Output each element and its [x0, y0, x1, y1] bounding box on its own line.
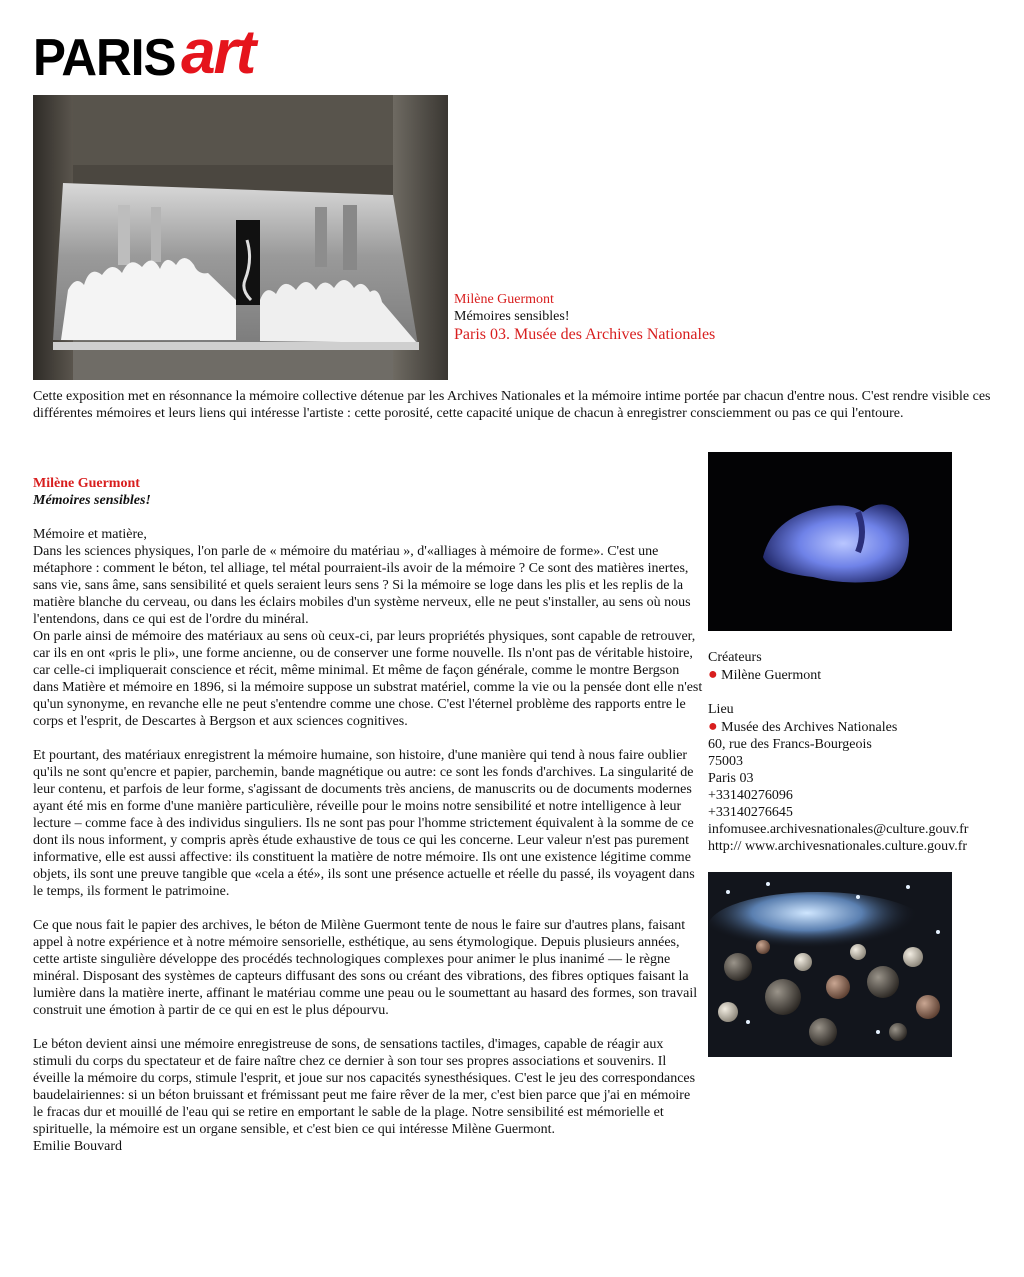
article-text: Ce que nous fait le papier des archives, le béton de Milène Guermont tente de nous le faire sur d'autres plans, faisant appel à notre expérience et à notre mémoire sensorielle, esthétique, au sens étymologique. Depuis plusieurs années, cette artiste singulière développe des procédés technologiques complexes pour animer le plus inanimé — le règne minéral. Disposant des systèmes de capteurs diffusant des sons ou créant des vibrations, des fibres optiques faisant la lumière dans la matière inerte, affinant le matériau comme une peau ou le soumettant au hasard des formes, son travail construit une émotion à partir de ce qui en est le plus dépourvu.: [33, 918, 698, 1018]
caption-title: Mémoires sensibles!: [454, 309, 570, 324]
parisart-logo[interactable]: [33, 18, 255, 87]
article-text: Le béton devient ainsi une mémoire enregistreuse de sons, de sensations tactiles, d'images, capable de réagir aux stimuli du corps du spectateur et de faire naître chez ce dernier à son tour ses propres associations et souvenirs. Il éveille la mémoire du corps, stimule l'esprit, et joue sur nos capacités synesthésiques. C'est le jeu des correspondances baudelairiennes: si un béton bruissant et frémissant peut me faire rêver de la mer, c'est bien parce que j'ai en mémoire le fracas dur et mouillé de l'eau qui se retire en emportant le sable de la plage. Notre sensibilité est mémorielle et spirituelle, la mémoire est un organe sensible, et c'est bien ce qui intéresse Milène Guermont.: [33, 1037, 696, 1137]
bullet-icon: ●: [708, 666, 718, 683]
venue-phone: +33140276096: [708, 788, 793, 803]
creators-label: Créateurs: [708, 650, 762, 665]
venue-item[interactable]: [708, 718, 1018, 736]
logo-paris: PARIS: [33, 29, 176, 87]
sculpture-photo: [708, 452, 952, 631]
article-author: Emilie Bouvard: [33, 1139, 123, 1154]
article-title: Mémoires sensibles!: [33, 493, 151, 508]
article-body: [33, 475, 703, 1155]
venue-link[interactable]: Musée des Archives Nationales: [721, 720, 898, 735]
bullet-icon: ●: [708, 718, 718, 735]
logo-art: art: [181, 18, 255, 87]
article-text: Et pourtant, des matériaux enregistrent la mémoire humaine, son histoire, d'une manière qui tend à nous faire oublier qu'ils ne sont qu'encre et papier, parchemin, bande magnétique ou autre: ce sont les fonds d'archives. La singularité de leur contenu, et parfois de leur forme, s'agissant de documents très anciens, de manuscrits ou de documents modernes ayant été mis en forme d'une manière particulière, réveille pour le moins notre sensibilité et notre intelligence à leur lecture – comme face à des individus singuliers. Ils ne sont pas pour l'homme strictement équivalent à la somme de ce dont ils nous informent, y compris après étude exhaustive de tous ce qui les concerne. Leur valeur n'est pas purement informative, elle est aussi affective: ils constituent la matière de notre mémoire. Ils ont une existence légitime comme objets, ils sont une preuve tangible que «cela a été», ils sont une présence actuelle et réelle du passé, ils voyagent dans le temps, ils forment le patrimoine.: [33, 748, 695, 899]
spheres-photo: [708, 872, 952, 1057]
intro-paragraph: Cette exposition met en résonnance la mémoire collective détenue par les Archives Nationales et la mémoire intime portée par chacun d'entre nous. C'est rendre visible ces différentes mémoires et leurs liens qui intéresse l'artiste : cette porosité, cette capacité unique de chacun à enregistrer consciemment ou pas ce qui l'entoure.: [33, 389, 991, 421]
installation-illustration: [33, 95, 448, 380]
venue-postcode: 75003: [708, 754, 743, 769]
caption-place-link[interactable]: Paris 03. Musée des Archives Nationales: [454, 326, 716, 343]
creator-item[interactable]: [708, 666, 1018, 684]
article-text: Dans les sciences physiques, l'on parle de « mémoire du matériau », d'«alliages à mémoire de forme». C'est une métaphore : comment le béton, tel alliage, tel métal pourraient-ils avoir de la mémoire ? Ce sont des matières inertes, sans vie, sans âme, sans sensibilité et quels seraient leurs sens ? Si la mémoire se loge dans les plis et les replis de la matière blanche du cerveau, ou dans les éclairs mobiles d'un système nerveux, elle ne peut s'installer, au sens où nous l'entendons, dans ce qui est de l'ordre du minéral.: [33, 544, 691, 627]
venue-website[interactable]: http:// www.archivesnationales.culture.gouv.fr: [708, 839, 968, 854]
venue-city: Paris 03: [708, 771, 754, 786]
creator-link[interactable]: Milène Guermont: [721, 668, 822, 683]
article-text: Mémoire et matière,: [33, 527, 147, 542]
venue-label: Lieu: [708, 702, 734, 717]
article-text: On parle ainsi de mémoire des matériaux au sens où ceux-ci, par leurs propriétés physiques, sont capable de retrouver, car ils en ont «pris le pli», une forme ancienne, ou de conserver une forme nouvelle. Ils n'ont pas de véritable histoire, car celle-ci impliquerait conscience et récit, même minimal. Et même de façon générale, comme le montre Bergson dans Matière et mémoire en 1896, si la mémoire suppose un substrat matériel, comme la vie ou la pensée dont elle n'est qu'un synonyme, en revanche elle ne peut s'entendre comme une chose. C'est l'éternel problème des rapports entre le corps et l'esprit, de Descartes à Bergson et aux sciences cognitives.: [33, 629, 703, 729]
venue-address: 60, rue des Francs-Bourgeois: [708, 737, 872, 752]
exhibition-photo: [33, 95, 448, 380]
spheres-illustration: [708, 872, 952, 1057]
exhibition-caption: [454, 291, 715, 345]
sculpture-illustration: [708, 452, 952, 631]
article-artist: Milène Guermont: [33, 476, 140, 491]
caption-artist-link[interactable]: Milène Guermont: [454, 292, 554, 307]
venue-email[interactable]: infomusee.archivesnationales@culture.gouv.fr: [708, 822, 969, 837]
sidebar-info: [708, 649, 1018, 855]
venue-phone: +33140276645: [708, 805, 793, 820]
